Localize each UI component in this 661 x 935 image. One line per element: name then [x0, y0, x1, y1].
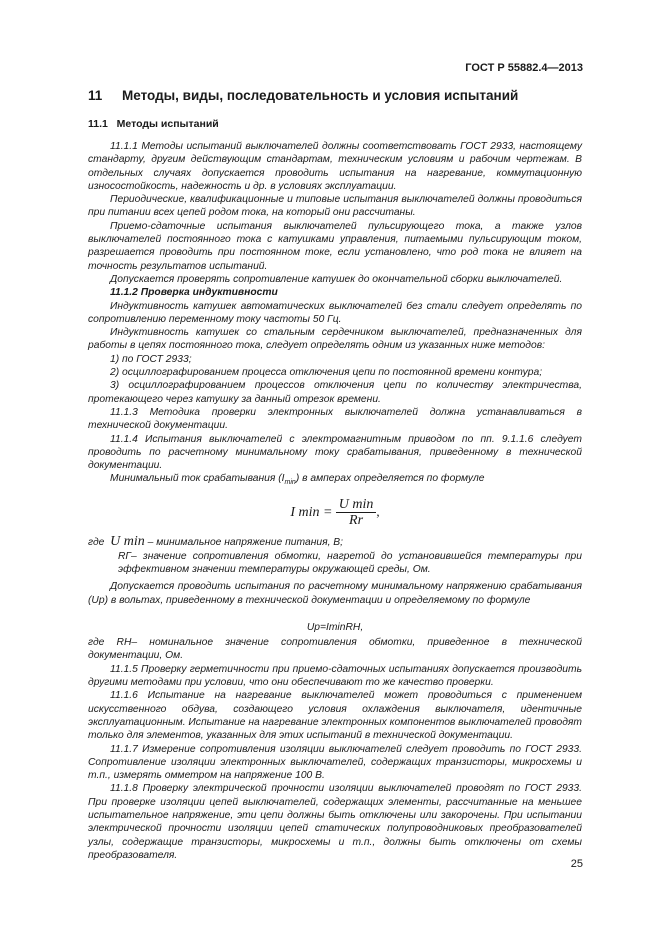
where-text: – минимальное напряжение питания, В;: [147, 537, 344, 549]
paragraph: 11.1.8 Проверку электрической прочности изоляции выключателей проводят по ГОСТ 2933. При проверке изоляции цепей выключателей, содержащих элементы, рассчитанные на меньшее испытательное напряжение, эти цепи должны быть отключены или закорочены. При испытании электрической прочности изоляции цепей статических полупроводниковых преобразователей узлы, содержащие транзисторы, микросхемы и т.п., должны быть отключены от схемы преобразователя.: [88, 783, 582, 861]
list-item: 1) по ГОСТ 2933;: [110, 353, 192, 365]
paragraph-text: ) в амперах определяется по формуле: [295, 473, 485, 485]
formula-denominator: Rr: [349, 513, 364, 529]
section-number: 11: [88, 88, 103, 103]
formula-min-current: [88, 498, 582, 528]
formula-numerator: U min: [336, 498, 377, 513]
subsection-heading: [88, 118, 219, 130]
list-item: 2) осциллографированием процесса отключения цепи по постоянной времени контура;: [110, 367, 543, 379]
paragraph: Индуктивность катушек автоматических выключателей без стали следует определять по сопротивлению переменному току частоты 50 Гц.: [88, 300, 582, 325]
where-line: где RH– номинальное значение сопротивления обмотки, приведенное в технической документации, Ом.: [88, 637, 582, 662]
paragraph: 11.1.7 Измерение сопротивления изоляции выключателей следует проводить по ГОСТ 2933. Сопротивление изоляции электронных выключателей, содержащих транзисторы, микросхемы и т.п., измерять омметром на напряжение 100 В.: [88, 743, 582, 782]
paragraph: Приемо-сдаточные испытания выключателей пульсирующего тока, а также узлов выключателей постоянного тока с катушками управления, питаемыми пульсирующим током, разрешается проводить при постоянном токе, если установлено, что род тока не влияет на точность результатов испытаний.: [88, 220, 582, 272]
page-number: 25: [570, 858, 583, 870]
paragraph: 11.1.6 Испытание на нагревание выключателей может проводиться с применением искусственного обдува, создающего условия охлаждения выключателя, идентичные эксплуатационным. Испытание на нагревание электронных компонентов выключателей проводят только для элементов, указанных для этих испытаний в технической документации.: [88, 690, 582, 742]
where-line: [88, 535, 582, 549]
subscript: min: [284, 479, 296, 487]
where-label: где: [88, 537, 105, 549]
list-item: 3) осциллографированием процессов отключения цепи по количеству электричества, протекающего через катушку за данный отрезок времени.: [88, 380, 582, 405]
formula-lhs: I min =: [290, 504, 333, 520]
paragraph: Допускается проверять сопротивление катушек до окончательной сборки выключателей.: [110, 273, 563, 285]
subsection-number: 11.1: [88, 118, 108, 130]
document-code: ГОСТ Р 55882.4—2013: [465, 62, 583, 74]
paragraph: 11.1.1 Методы испытаний выключателей должны соответствовать ГОСТ 2933, настоящему стандарту, другим действующим стандартам, техническим условиям и рабочим чертежам. В отдельных случаях допускается проводить испытания на нагревание, коммутационную износостойкость, надежность и др. в условиях эксплуатации.: [88, 141, 582, 192]
paragraph: Допускается проводить испытания по расчетному минимальному напряжению срабатывания (Up) в вольтах, приведенному в технической документации и определяемому по формуле: [88, 581, 582, 606]
paragraph: 11.1.4 Испытания выключателей с электромагнитным приводом по пп. 9.1.1.6 следует проводить по расчетному минимальному току срабатывания, приведенному в технической документации.: [88, 433, 582, 472]
formula-voltage: Up=IminRH,: [306, 621, 364, 633]
paragraph: 11.1.5 Проверку герметичности при приемо-сдаточных испытаниях допускается производить другими методами при условии, что они обеспечивают то же качество проверки.: [88, 663, 582, 689]
clause-heading: 11.1.2 Проверка индуктивности: [110, 287, 278, 299]
subsection-title: Методы испытаний: [116, 118, 219, 130]
document-body: [88, 140, 582, 862]
where-symbol: U min: [110, 534, 145, 550]
paragraph: Индуктивность катушек со стальным сердечником выключателей, предназначенных для работы в цепях постоянного тока, следует определять одним из указанных ниже методов:: [88, 327, 582, 352]
paragraph: 11.1.3 Методика проверки электронных выключателей должна устанавливаться в технической документации.: [88, 406, 582, 432]
formula-fraction: [336, 496, 380, 529]
where-line: RГ– значение сопротивления обмотки, нагретой до установившейся температуры при эффективном значении температуры окружающей среды, Ом.: [118, 550, 582, 575]
section-title: Методы, виды, последовательность и условия испытаний: [122, 88, 519, 103]
formula-tail: ,: [376, 503, 380, 519]
section-heading: [88, 88, 518, 103]
paragraph-text: Минимальный ток срабатывания (I: [110, 473, 285, 485]
paragraph: [88, 472, 582, 489]
paragraph: Периодические, квалификационные и типовые испытания выключателей должны проводиться при питании всех цепей родом тока, на который они рассчитаны.: [88, 194, 582, 219]
